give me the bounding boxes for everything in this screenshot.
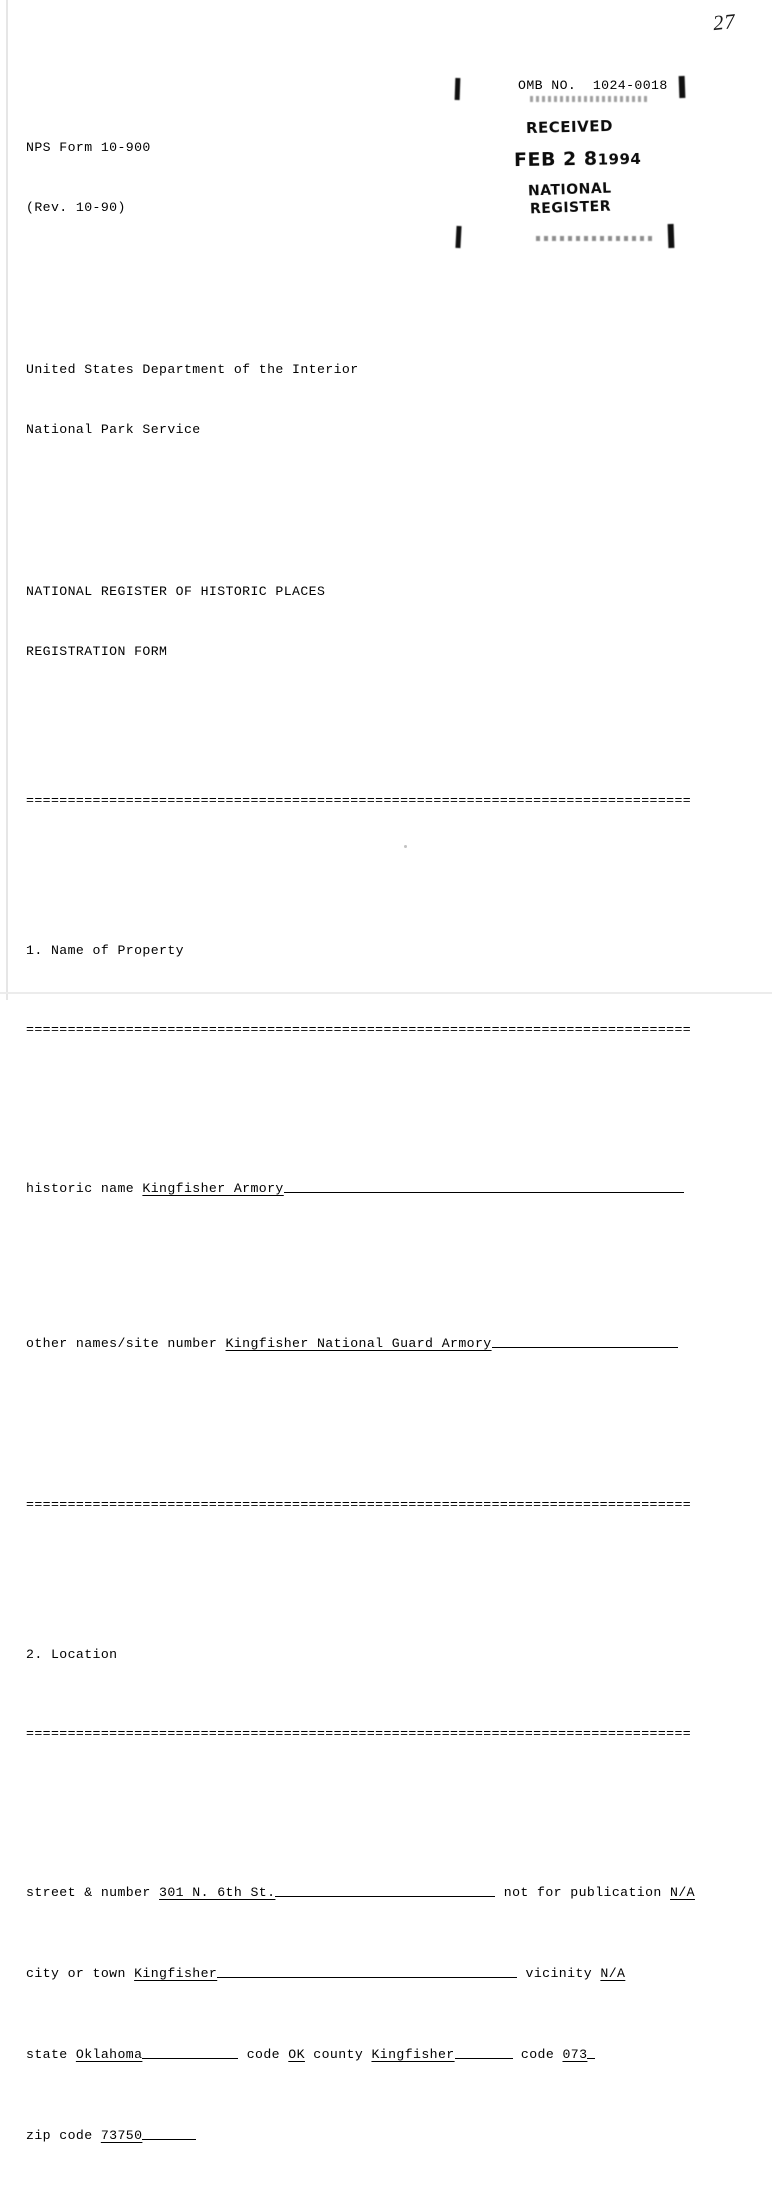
date-stamp-monthday: FEB 2 8 xyxy=(513,147,598,172)
divider-rule-1: ================================================================================ xyxy=(26,793,692,808)
vicinity-label: vicinity xyxy=(517,1966,601,1981)
city-blank xyxy=(217,1963,517,1978)
street-label: street & number xyxy=(26,1885,160,1900)
agency-line-2: National Park Service xyxy=(26,422,201,437)
form-body xyxy=(26,78,742,2206)
national-stamp-line1: NATIONAL xyxy=(527,180,612,200)
zip-blank xyxy=(142,2125,196,2140)
street-blank xyxy=(275,1882,495,1897)
county-label: county xyxy=(304,2047,372,2062)
zip-value: 73750 xyxy=(100,2128,143,2143)
national-stamp-line2: REGISTER xyxy=(529,198,612,218)
field-state-county[interactable] xyxy=(26,2044,742,2065)
zip-label: zip code xyxy=(26,2128,101,2143)
state-value: Oklahoma xyxy=(75,2047,143,2062)
county-value: Kingfisher xyxy=(371,2047,455,2062)
agency-line-1: United States Department of the Interior xyxy=(26,362,359,377)
historic-name-label: historic name xyxy=(26,1181,143,1196)
street-value: 301 N. 6th St. xyxy=(159,1885,276,1900)
county-blank xyxy=(455,2044,513,2059)
field-zip-code[interactable] xyxy=(26,2125,742,2146)
county-code-value: 073 xyxy=(562,2047,588,2062)
field-street-number[interactable] xyxy=(26,1882,742,1903)
form-number: NPS Form 10-900 xyxy=(26,140,151,155)
state-code-label: code xyxy=(238,2047,289,2062)
not-for-publication-value: N/A xyxy=(670,1885,695,1900)
state-label: state xyxy=(26,2047,76,2062)
handwritten-page-number: 27 xyxy=(711,8,738,36)
divider-rule-2: ================================================================================ xyxy=(26,1022,692,1037)
form-title-line-2: REGISTRATION FORM xyxy=(26,644,168,659)
not-for-publication-label: not for publication xyxy=(495,1885,671,1900)
county-code-label: code xyxy=(512,2047,563,2062)
field-other-names[interactable] xyxy=(26,1333,742,1354)
state-blank xyxy=(142,2044,238,2059)
vicinity-value: N/A xyxy=(600,1966,626,1981)
historic-name-blank xyxy=(284,1178,684,1193)
other-names-blank xyxy=(492,1333,678,1348)
city-label: city or town xyxy=(26,1966,135,1981)
field-historic-name[interactable] xyxy=(26,1178,742,1199)
historic-name-value: Kingfisher Armory xyxy=(142,1181,284,1196)
city-value: Kingfisher xyxy=(134,1966,218,1981)
section-heading-location: 2. Location xyxy=(26,1647,118,1662)
received-stamp: RECEIVED xyxy=(525,116,614,138)
other-names-value: Kingfisher National Guard Armory xyxy=(225,1336,492,1351)
divider-rule-3: ================================================================================ xyxy=(26,1497,692,1512)
field-city-town[interactable] xyxy=(26,1963,742,1984)
section-heading-name-of-property: 1. Name of Property xyxy=(26,943,184,958)
scan-edge-left xyxy=(6,0,8,1000)
state-code-value: OK xyxy=(288,2047,305,2062)
date-stamp-year: 1994 xyxy=(597,149,642,169)
omb-number: OMB NO. 1024-0018 xyxy=(518,78,668,93)
form-revision: (Rev. 10-90) xyxy=(26,200,126,215)
form-title-line-1: NATIONAL REGISTER OF HISTORIC PLACES xyxy=(26,584,326,599)
divider-rule-4: ================================================================================ xyxy=(26,1726,692,1741)
other-names-label: other names/site number xyxy=(26,1336,226,1351)
county-code-blank xyxy=(587,2044,595,2059)
